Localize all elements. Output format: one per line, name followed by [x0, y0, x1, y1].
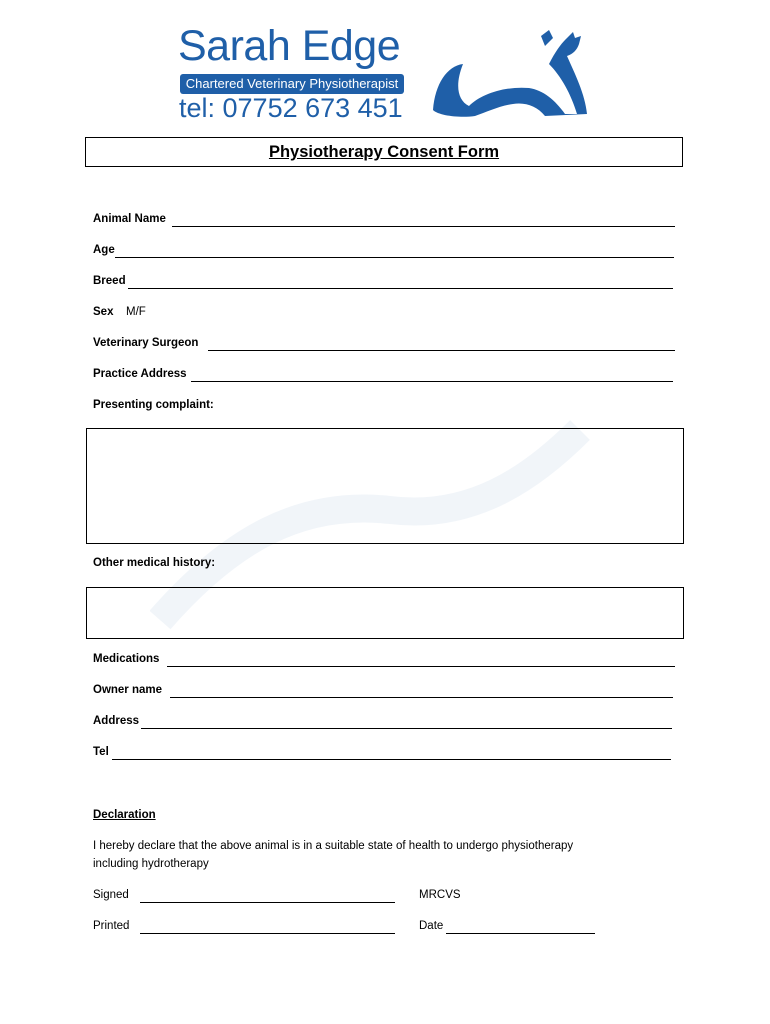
address-line[interactable] — [141, 728, 672, 729]
date-label: Date — [419, 920, 444, 932]
sex-label: Sex — [93, 306, 114, 318]
breed-line[interactable] — [128, 288, 673, 289]
declaration-text-line1: I hereby declare that the above animal is in a suitable state of health to undergo physiotherapy — [93, 840, 574, 852]
presenting-complaint-box[interactable] — [86, 428, 684, 544]
practice-address-line[interactable] — [191, 381, 673, 382]
breed-label: Breed — [93, 275, 126, 287]
vet-surgeon-line[interactable] — [208, 350, 675, 351]
other-history-box[interactable] — [86, 587, 684, 639]
owner-name-line[interactable] — [170, 697, 673, 698]
signed-label: Signed — [93, 889, 129, 901]
animal-name-line[interactable] — [172, 226, 675, 227]
tel-label: Tel — [93, 746, 109, 758]
sex-options[interactable]: M/F — [126, 306, 146, 318]
age-label: Age — [93, 244, 115, 256]
printed-line[interactable] — [140, 933, 395, 934]
dog-cat-logo-icon — [425, 24, 590, 120]
other-history-label: Other medical history: — [93, 557, 216, 569]
tel-line[interactable] — [112, 759, 671, 760]
practice-address-label: Practice Address — [93, 368, 187, 380]
mrcvs-label: MRCVS — [419, 889, 461, 901]
age-line[interactable] — [115, 257, 674, 258]
declaration-heading: Declaration — [93, 809, 156, 821]
logo-telephone: tel: 07752 673 451 — [179, 93, 403, 123]
form-title: Physiotherapy Consent Form — [268, 143, 500, 161]
animal-name-label: Animal Name — [93, 213, 166, 225]
date-line[interactable] — [446, 933, 595, 934]
owner-name-label: Owner name — [93, 684, 163, 696]
form-title-box — [85, 137, 683, 167]
logo-subtitle: Chartered Veterinary Physiotherapist — [180, 74, 404, 94]
vet-surgeon-label: Veterinary Surgeon — [93, 337, 199, 349]
medications-label: Medications — [93, 653, 160, 665]
address-label: Address — [93, 715, 140, 727]
presenting-complaint-label: Presenting complaint: — [93, 399, 214, 411]
signed-line[interactable] — [140, 902, 395, 903]
declaration-text-line2: including hydrotherapy — [93, 858, 209, 870]
medications-line[interactable] — [167, 666, 675, 667]
logo-name: Sarah Edge — [178, 22, 401, 70]
printed-label: Printed — [93, 920, 130, 932]
